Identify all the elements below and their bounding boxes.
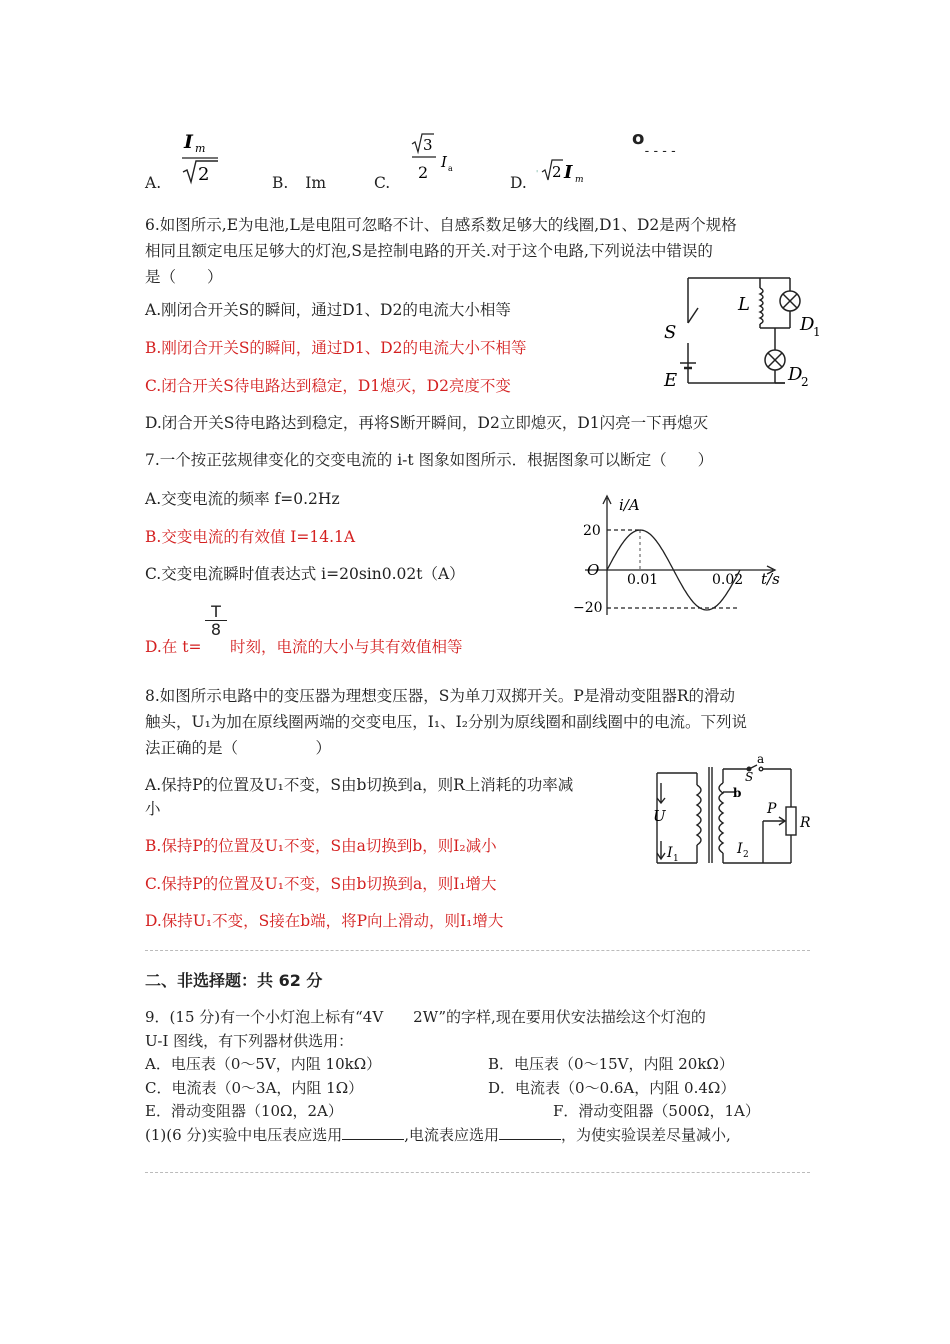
q8-stem bbox=[145, 683, 810, 761]
q8-label-S: S bbox=[745, 770, 754, 784]
q6-label-S: S bbox=[664, 322, 677, 343]
page-divider-2 bbox=[145, 1172, 810, 1173]
q7-sine-graph bbox=[565, 490, 795, 620]
svg-text:I: I bbox=[184, 131, 193, 153]
q9-option-b: B．电压表（0～15V，内阻 20kΩ） bbox=[488, 1055, 734, 1073]
q8-option-a-line-1: A.保持P的位置及U₁不变，S由b切换到a，则R上消耗的功率减 bbox=[145, 776, 574, 794]
q9-option-c: C．电流表（0～3A，内阻 1Ω） bbox=[145, 1078, 364, 1097]
q7-frac-num: T bbox=[205, 603, 227, 621]
q8-stem-line-1: 8.如图所示电路中的变压器为理想变压器，S为单刀双掷开关。P是滑动变阻器R的滑动 bbox=[145, 687, 736, 705]
q6-option-d: D.闭合开关S待电路达到稳定，再将S断开瞬间，D2立即熄灭，D1闪亮一下再熄灭 bbox=[145, 414, 709, 432]
svg-text:2: 2 bbox=[552, 163, 562, 181]
q6-stem-line-2: 相同且额定电压足够大的灯泡,S是控制电路的开关.对于这个电路,下列说法中错误的 bbox=[145, 242, 713, 260]
q8-label-a: a bbox=[757, 755, 765, 766]
formula-root3-over-2 bbox=[404, 130, 464, 188]
q7-stem: 7.一个按正弦规律变化的交变电流的 i-t 图象如图所示．根据图象可以断定（ ） bbox=[145, 451, 714, 469]
q8-label-I2: I bbox=[737, 841, 743, 857]
q8-label-I1: I bbox=[667, 845, 673, 861]
q8-stem-line-2: 触头，U₁为加在原线圈两端的交变电压，I₁、I₂分别为原线圈和副线圈中的电流。下列说 bbox=[145, 713, 747, 731]
q7-tick-001: 0.01 bbox=[627, 572, 659, 588]
q7-tick-20: 20 bbox=[583, 523, 601, 539]
q7-option-d-post: 时刻，电流的大小与其有效值相等 bbox=[230, 638, 463, 656]
q7-ylabel: i/A bbox=[619, 496, 640, 514]
q6-label-D2: D bbox=[788, 364, 803, 385]
svg-text:2: 2 bbox=[198, 164, 210, 185]
svg-text:a: a bbox=[448, 164, 453, 173]
q5-option-b-label bbox=[272, 173, 326, 193]
q9-stem-line-2: U-I 图线，有下列器材供选用： bbox=[145, 1031, 354, 1050]
formula-root2-im bbox=[536, 154, 596, 188]
q6-stem-line-1: 6.如图所示,E为电池,L是电阻可忽略不计、自感系数足够大的线圈,D1、D2是两个规格 bbox=[145, 216, 737, 234]
q9-stem-line-1: 9．(15 分)有一个小灯泡上标有“4V 2W”的字样,现在要用伏安法描绘这个灯泡的 bbox=[145, 1008, 706, 1026]
svg-text:I: I bbox=[564, 162, 573, 183]
q9-option-e: E．滑动变阻器（10Ω，2A） bbox=[145, 1102, 343, 1120]
q5-option-d-label: D. bbox=[510, 174, 527, 192]
stray-dashes: ---- bbox=[643, 144, 679, 159]
q6-label-L: L bbox=[738, 294, 750, 315]
q6-circuit-diagram bbox=[660, 268, 830, 393]
q7-option-a: A.交变电流的频率 f=0.2Hz bbox=[145, 490, 340, 508]
q7-xlabel: t/s bbox=[761, 570, 780, 588]
svg-text:m: m bbox=[575, 175, 584, 185]
formula-im-over-root2 bbox=[180, 128, 226, 186]
q6-label-D1: D bbox=[800, 314, 815, 335]
q9-option-f: F．滑动变阻器（500Ω，1A） bbox=[553, 1102, 760, 1120]
q5-option-a-label: A. bbox=[145, 174, 162, 192]
page-divider-1 bbox=[145, 950, 810, 951]
q7-option-b: B.交变电流的有效值 I=14.1A bbox=[145, 528, 356, 546]
q5-option-b-value: Im bbox=[305, 174, 327, 192]
q7-option-d-pre: D.在 t= bbox=[145, 638, 202, 656]
q9-sub-question-1 bbox=[145, 1124, 815, 1148]
q6-option-b: B.刚闭合开关S的瞬间，通过D1、D2的电流大小不相等 bbox=[145, 339, 527, 357]
q8-label-R: R bbox=[800, 815, 811, 831]
q6-option-a: A.刚闭合开关S的瞬间，通过D1、D2的电流大小相等 bbox=[145, 301, 511, 319]
q6-label-D2-sub: 2 bbox=[801, 375, 809, 389]
q6-stem-line-3: 是（ ） bbox=[145, 268, 223, 286]
q8-label-b: b bbox=[733, 786, 742, 800]
q8-option-d: D.保持U₁不变，S接在b端，将P向上滑动，则I₁增大 bbox=[145, 912, 504, 930]
svg-text:I: I bbox=[441, 153, 447, 171]
stray-mark-o: o bbox=[632, 128, 645, 149]
q7-tick-neg20: −20 bbox=[573, 600, 603, 616]
q9-options-row-1 bbox=[145, 1053, 815, 1077]
q9-block bbox=[145, 1006, 815, 1147]
q8-stem-line-3: 法正确的是（ ） bbox=[145, 739, 332, 757]
q8-label-P: P bbox=[767, 801, 777, 817]
q9-options-row-3 bbox=[145, 1100, 815, 1124]
q7-frac-den: 8 bbox=[210, 620, 222, 639]
svg-text:m: m bbox=[195, 142, 206, 155]
q8-label-I2-sub: 2 bbox=[743, 850, 749, 860]
q8-option-b: B.保持P的位置及U₁不变，S由a切换到b，则I₂减小 bbox=[145, 837, 497, 855]
q9-sub1-text-b: ,电流表应选用 bbox=[404, 1125, 500, 1144]
q9-sub1-text-c: ，为使实验误差尽量减小, bbox=[561, 1125, 731, 1144]
q9-blank-ammeter[interactable] bbox=[499, 1125, 561, 1140]
q9-option-d: D．电流表（0～0.6A，内阻 0.4Ω） bbox=[488, 1078, 736, 1097]
q9-options-row-2 bbox=[145, 1077, 815, 1101]
section-2-title: 二、非选择题：共 62 分 bbox=[145, 971, 323, 990]
q6-label-E: E bbox=[664, 370, 678, 391]
q5-option-b-letter: B. bbox=[272, 174, 289, 192]
q5-option-c-label: C. bbox=[374, 174, 391, 192]
q8-option-a-line-2: 小 bbox=[145, 800, 161, 818]
q9-sub1-text-a: (1)(6 分)实验中电压表应选用 bbox=[145, 1125, 343, 1144]
q6-label-D1-sub: 1 bbox=[813, 325, 821, 339]
svg-text:3: 3 bbox=[423, 136, 433, 154]
q7-origin: O bbox=[587, 561, 600, 579]
q9-blank-voltmeter[interactable] bbox=[342, 1125, 404, 1140]
q8-option-c: C.保持P的位置及U₁不变，S由b切换到a，则I₁增大 bbox=[145, 875, 497, 893]
q8-label-I1-sub: 1 bbox=[673, 854, 679, 864]
q7-tick-002: 0.02 bbox=[712, 572, 744, 588]
q7-frac-t-over-8 bbox=[205, 603, 227, 638]
q8-transformer-diagram bbox=[645, 755, 815, 867]
svg-text:': ' bbox=[536, 169, 539, 178]
q9-option-a: A．电压表（0～5V，内阻 10kΩ） bbox=[145, 1055, 382, 1073]
q7-option-c: C.交变电流瞬时值表达式 i=20sin0.02t（A） bbox=[145, 565, 465, 583]
q6-option-c: C.闭合开关S待电路达到稳定，D1熄灭，D2亮度不变 bbox=[145, 377, 511, 395]
q8-label-U: U bbox=[653, 807, 666, 825]
svg-text:2: 2 bbox=[418, 163, 429, 182]
